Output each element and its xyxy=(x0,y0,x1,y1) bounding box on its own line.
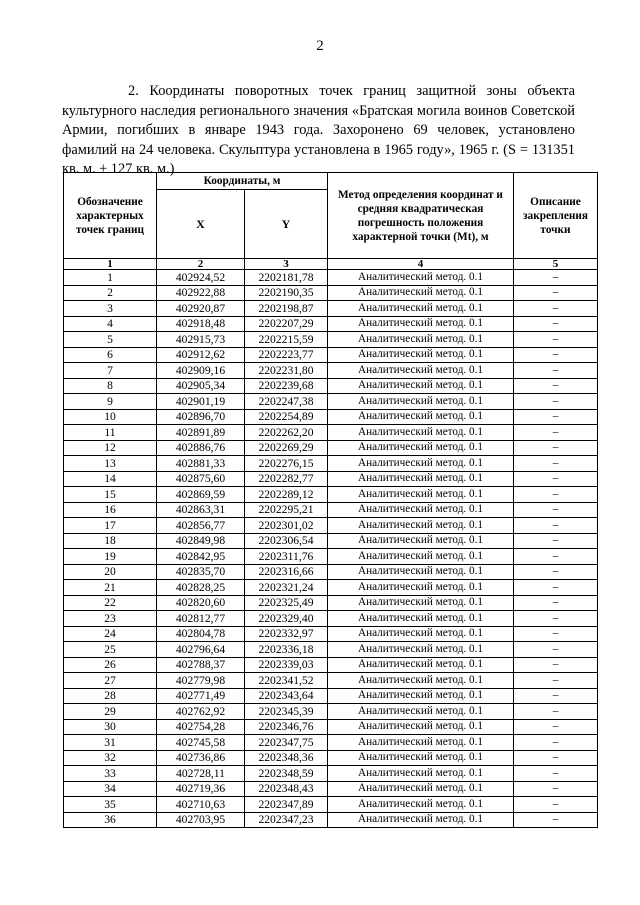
cell-x: 402828,25 xyxy=(157,580,245,596)
cell-description: – xyxy=(514,270,598,286)
cell-y: 2202345,39 xyxy=(245,704,328,720)
table-row xyxy=(64,642,598,658)
cell-y: 2202295,21 xyxy=(245,502,328,518)
table-row xyxy=(64,301,598,317)
table-row xyxy=(64,394,598,410)
cell-y: 2202348,36 xyxy=(245,750,328,766)
cell-method: Аналитический метод. 0.1 xyxy=(328,626,514,642)
cell-x: 402922,88 xyxy=(157,285,245,301)
cell-description: – xyxy=(514,797,598,813)
table-row xyxy=(64,471,598,487)
cell-description: – xyxy=(514,704,598,720)
header-coordinates: Координаты, м xyxy=(157,173,328,190)
cell-x: 402912,62 xyxy=(157,347,245,363)
cell-y: 2202239,68 xyxy=(245,378,328,394)
cell-y: 2202348,59 xyxy=(245,766,328,782)
cell-point: 9 xyxy=(64,394,157,410)
cell-method: Аналитический метод. 0.1 xyxy=(328,285,514,301)
cell-method: Аналитический метод. 0.1 xyxy=(328,673,514,689)
cell-description: – xyxy=(514,642,598,658)
cell-description: – xyxy=(514,735,598,751)
cell-y: 2202207,29 xyxy=(245,316,328,332)
cell-description: – xyxy=(514,688,598,704)
table-row xyxy=(64,332,598,348)
cell-x: 402901,19 xyxy=(157,394,245,410)
cell-method: Аналитический метод. 0.1 xyxy=(328,502,514,518)
cell-description: – xyxy=(514,471,598,487)
cell-y: 2202247,38 xyxy=(245,394,328,410)
table-row xyxy=(64,456,598,472)
cell-x: 402863,31 xyxy=(157,502,245,518)
cell-x: 402891,89 xyxy=(157,425,245,441)
cell-description: – xyxy=(514,766,598,782)
cell-method: Аналитический метод. 0.1 xyxy=(328,781,514,797)
cell-description: – xyxy=(514,487,598,503)
table-row xyxy=(64,285,598,301)
cell-point: 32 xyxy=(64,750,157,766)
table-body xyxy=(64,270,598,828)
cell-description: – xyxy=(514,285,598,301)
cell-point: 19 xyxy=(64,549,157,565)
cell-y: 2202311,76 xyxy=(245,549,328,565)
cell-point: 14 xyxy=(64,471,157,487)
cell-x: 402920,87 xyxy=(157,301,245,317)
table-row xyxy=(64,363,598,379)
cell-point: 6 xyxy=(64,347,157,363)
cell-point: 3 xyxy=(64,301,157,317)
cell-point: 28 xyxy=(64,688,157,704)
header-x: X xyxy=(157,190,245,259)
cell-point: 13 xyxy=(64,456,157,472)
cell-x: 402719,36 xyxy=(157,781,245,797)
cell-description: – xyxy=(514,301,598,317)
cell-point: 36 xyxy=(64,812,157,828)
cell-description: – xyxy=(514,394,598,410)
header-method xyxy=(328,173,514,259)
cell-method: Аналитический метод. 0.1 xyxy=(328,611,514,627)
cell-method: Аналитический метод. 0.1 xyxy=(328,564,514,580)
cell-method: Аналитический метод. 0.1 xyxy=(328,270,514,286)
cell-point: 16 xyxy=(64,502,157,518)
cell-description: – xyxy=(514,409,598,425)
table-row xyxy=(64,595,598,611)
cell-y: 2202181,78 xyxy=(245,270,328,286)
cell-y: 2202348,43 xyxy=(245,781,328,797)
cell-x: 402812,77 xyxy=(157,611,245,627)
cell-point: 12 xyxy=(64,440,157,456)
cell-description: – xyxy=(514,657,598,673)
cell-point: 26 xyxy=(64,657,157,673)
table-row xyxy=(64,626,598,642)
cell-y: 2202198,87 xyxy=(245,301,328,317)
cell-x: 402703,95 xyxy=(157,812,245,828)
column-number: 3 xyxy=(245,259,328,270)
cell-point: 5 xyxy=(64,332,157,348)
cell-method: Аналитический метод. 0.1 xyxy=(328,409,514,425)
cell-method: Аналитический метод. 0.1 xyxy=(328,487,514,503)
table-row xyxy=(64,518,598,534)
cell-x: 402915,73 xyxy=(157,332,245,348)
cell-x: 402835,70 xyxy=(157,564,245,580)
cell-x: 402762,92 xyxy=(157,704,245,720)
cell-x: 402918,48 xyxy=(157,316,245,332)
cell-description: – xyxy=(514,363,598,379)
cell-description: – xyxy=(514,564,598,580)
cell-x: 402869,59 xyxy=(157,487,245,503)
table-row xyxy=(64,766,598,782)
cell-method: Аналитический метод. 0.1 xyxy=(328,704,514,720)
column-number: 1 xyxy=(64,259,157,270)
cell-method: Аналитический метод. 0.1 xyxy=(328,471,514,487)
cell-method: Аналитический метод. 0.1 xyxy=(328,301,514,317)
cell-x: 402842,95 xyxy=(157,549,245,565)
cell-point: 2 xyxy=(64,285,157,301)
cell-point: 30 xyxy=(64,719,157,735)
cell-x: 402905,34 xyxy=(157,378,245,394)
cell-y: 2202343,64 xyxy=(245,688,328,704)
cell-x: 402745,58 xyxy=(157,735,245,751)
cell-y: 2202346,76 xyxy=(245,719,328,735)
cell-point: 18 xyxy=(64,533,157,549)
table-row xyxy=(64,750,598,766)
cell-point: 25 xyxy=(64,642,157,658)
cell-y: 2202341,52 xyxy=(245,673,328,689)
table-row xyxy=(64,580,598,596)
cell-method: Аналитический метод. 0.1 xyxy=(328,518,514,534)
cell-description: – xyxy=(514,456,598,472)
cell-method: Аналитический метод. 0.1 xyxy=(328,642,514,658)
cell-point: 22 xyxy=(64,595,157,611)
cell-description: – xyxy=(514,347,598,363)
table-row xyxy=(64,502,598,518)
cell-x: 402909,16 xyxy=(157,363,245,379)
cell-description: – xyxy=(514,719,598,735)
cell-point: 29 xyxy=(64,704,157,720)
cell-y: 2202316,66 xyxy=(245,564,328,580)
cell-method: Аналитический метод. 0.1 xyxy=(328,394,514,410)
cell-x: 402804,78 xyxy=(157,626,245,642)
cell-description: – xyxy=(514,440,598,456)
cell-description: – xyxy=(514,781,598,797)
cell-point: 1 xyxy=(64,270,157,286)
cell-point: 15 xyxy=(64,487,157,503)
cell-point: 17 xyxy=(64,518,157,534)
cell-point: 4 xyxy=(64,316,157,332)
cell-description: – xyxy=(514,425,598,441)
cell-description: – xyxy=(514,580,598,596)
table-row xyxy=(64,440,598,456)
cell-method: Аналитический метод. 0.1 xyxy=(328,812,514,828)
cell-method: Аналитический метод. 0.1 xyxy=(328,750,514,766)
cell-method: Аналитический метод. 0.1 xyxy=(328,440,514,456)
table-row xyxy=(64,719,598,735)
table-row xyxy=(64,688,598,704)
cell-point: 27 xyxy=(64,673,157,689)
cell-x: 402820,60 xyxy=(157,595,245,611)
cell-x: 402924,52 xyxy=(157,270,245,286)
cell-y: 2202347,23 xyxy=(245,812,328,828)
table-row xyxy=(64,409,598,425)
table-row xyxy=(64,812,598,828)
cell-method: Аналитический метод. 0.1 xyxy=(328,766,514,782)
table-row xyxy=(64,425,598,441)
cell-method: Аналитический метод. 0.1 xyxy=(328,688,514,704)
cell-x: 402875,60 xyxy=(157,471,245,487)
cell-method: Аналитический метод. 0.1 xyxy=(328,595,514,611)
cell-point: 7 xyxy=(64,363,157,379)
cell-x: 402856,77 xyxy=(157,518,245,534)
cell-x: 402736,86 xyxy=(157,750,245,766)
cell-method: Аналитический метод. 0.1 xyxy=(328,456,514,472)
cell-description: – xyxy=(514,626,598,642)
cell-method: Аналитический метод. 0.1 xyxy=(328,735,514,751)
cell-point: 8 xyxy=(64,378,157,394)
cell-x: 402710,63 xyxy=(157,797,245,813)
cell-y: 2202339,03 xyxy=(245,657,328,673)
cell-description: – xyxy=(514,518,598,534)
cell-y: 2202325,49 xyxy=(245,595,328,611)
cell-point: 31 xyxy=(64,735,157,751)
column-number: 4 xyxy=(328,259,514,270)
cell-x: 402754,28 xyxy=(157,719,245,735)
cell-point: 23 xyxy=(64,611,157,627)
cell-method: Аналитический метод. 0.1 xyxy=(328,425,514,441)
column-number: 2 xyxy=(157,259,245,270)
header-description: Описание закрепления точки xyxy=(514,173,598,259)
cell-y: 2202332,97 xyxy=(245,626,328,642)
cell-x: 402881,33 xyxy=(157,456,245,472)
cell-y: 2202215,59 xyxy=(245,332,328,348)
cell-method: Аналитический метод. 0.1 xyxy=(328,657,514,673)
intro-paragraph: 2. Координаты поворотных точек границ защитной зоны объекта культурного наследия регионального значения «Братская могила воинов Советской Армии, погибших в январе 1943 года. Захоронено 69 человек, установлено фамилий на 24 человека. Скульптура установлена в 1965 году», 1965 г. (S = 131351 кв. м. ± 127 кв. м.) xyxy=(62,83,575,178)
cell-y: 2202276,15 xyxy=(245,456,328,472)
header-method-text: Метод определения координат и средняя квадратическая погрешность положения характерной точки (Mt), м xyxy=(338,188,503,243)
cell-point: 10 xyxy=(64,409,157,425)
table-row xyxy=(64,657,598,673)
cell-y: 2202321,24 xyxy=(245,580,328,596)
table-row xyxy=(64,270,598,286)
cell-description: – xyxy=(514,595,598,611)
table-row xyxy=(64,316,598,332)
table-row xyxy=(64,781,598,797)
header-y: Y xyxy=(245,190,328,259)
cell-method: Аналитический метод. 0.1 xyxy=(328,378,514,394)
cell-description: – xyxy=(514,378,598,394)
cell-description: – xyxy=(514,812,598,828)
cell-method: Аналитический метод. 0.1 xyxy=(328,719,514,735)
cell-description: – xyxy=(514,502,598,518)
table-row xyxy=(64,487,598,503)
cell-x: 402849,98 xyxy=(157,533,245,549)
table-row xyxy=(64,611,598,627)
cell-y: 2202282,77 xyxy=(245,471,328,487)
cell-y: 2202269,29 xyxy=(245,440,328,456)
table-row xyxy=(64,347,598,363)
table-row xyxy=(64,564,598,580)
table-row xyxy=(64,549,598,565)
cell-description: – xyxy=(514,549,598,565)
cell-y: 2202306,54 xyxy=(245,533,328,549)
cell-description: – xyxy=(514,533,598,549)
cell-method: Аналитический метод. 0.1 xyxy=(328,580,514,596)
table-row xyxy=(64,704,598,720)
table-row xyxy=(64,673,598,689)
cell-x: 402771,49 xyxy=(157,688,245,704)
cell-description: – xyxy=(514,750,598,766)
header-point: Обозначение характерных точек границ xyxy=(64,173,157,259)
table-row xyxy=(64,533,598,549)
cell-y: 2202190,35 xyxy=(245,285,328,301)
cell-method: Аналитический метод. 0.1 xyxy=(328,363,514,379)
cell-method: Аналитический метод. 0.1 xyxy=(328,533,514,549)
cell-method: Аналитический метод. 0.1 xyxy=(328,797,514,813)
cell-x: 402796,64 xyxy=(157,642,245,658)
table-row xyxy=(64,378,598,394)
cell-y: 2202223,77 xyxy=(245,347,328,363)
cell-description: – xyxy=(514,673,598,689)
cell-y: 2202347,89 xyxy=(245,797,328,813)
cell-method: Аналитический метод. 0.1 xyxy=(328,549,514,565)
cell-method: Аналитический метод. 0.1 xyxy=(328,316,514,332)
cell-point: 33 xyxy=(64,766,157,782)
table-row xyxy=(64,735,598,751)
cell-x: 402788,37 xyxy=(157,657,245,673)
cell-y: 2202347,75 xyxy=(245,735,328,751)
cell-description: – xyxy=(514,611,598,627)
cell-y: 2202289,12 xyxy=(245,487,328,503)
cell-y: 2202329,40 xyxy=(245,611,328,627)
cell-point: 24 xyxy=(64,626,157,642)
cell-method: Аналитический метод. 0.1 xyxy=(328,332,514,348)
cell-point: 34 xyxy=(64,781,157,797)
cell-x: 402779,98 xyxy=(157,673,245,689)
cell-x: 402886,76 xyxy=(157,440,245,456)
cell-description: – xyxy=(514,316,598,332)
cell-y: 2202254,89 xyxy=(245,409,328,425)
cell-y: 2202231,80 xyxy=(245,363,328,379)
cell-y: 2202262,20 xyxy=(245,425,328,441)
column-number: 5 xyxy=(514,259,598,270)
cell-point: 20 xyxy=(64,564,157,580)
cell-y: 2202336,18 xyxy=(245,642,328,658)
cell-description: – xyxy=(514,332,598,348)
table-row xyxy=(64,797,598,813)
page-number: 2 xyxy=(316,38,324,54)
cell-method: Аналитический метод. 0.1 xyxy=(328,347,514,363)
cell-point: 35 xyxy=(64,797,157,813)
cell-point: 11 xyxy=(64,425,157,441)
cell-point: 21 xyxy=(64,580,157,596)
coordinates-table xyxy=(63,172,598,828)
cell-y: 2202301,02 xyxy=(245,518,328,534)
cell-x: 402896,70 xyxy=(157,409,245,425)
cell-x: 402728,11 xyxy=(157,766,245,782)
